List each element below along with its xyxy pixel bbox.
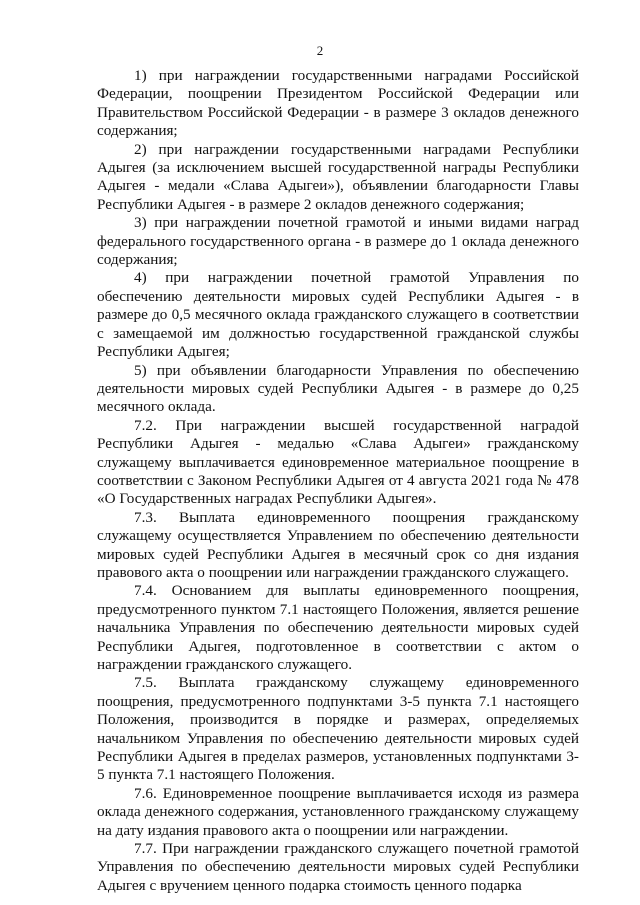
document-body (97, 67, 579, 895)
paragraph-7-4: 7.4. Основанием для выплаты единовременного поощрения, предусмотренного пунктом 7.1 настоящего Положения, является решение начальника Управления по обеспечению деятельности мировых судей Республики Адыгея, подготовленное в соответствии с актом о награждении гражданского служащего. (97, 582, 579, 673)
paragraph-item-3: 3) при награждении почетной грамотой и иными видами наград федерального государственного органа - в размере до 1 оклада денежного содержания; (97, 214, 579, 269)
paragraph-7-7: 7.7. При награждении гражданского служащего почетной грамотой Управления по обеспечению деятельности мировых судей Республики Адыгея с вручением ценного подарка стоимость ценного подарка (97, 840, 579, 894)
paragraph-item-5: 5) при объявлении благодарности Управления по обеспечению деятельности мировых судей Республики Адыгея - в размере до 0,25 месячного оклада. (97, 361, 579, 416)
paragraph-item-1: 1) при награждении государственными наградами Российской Федерации, поощрении Президентом Российской Федерации или Правительством Российской Федерации - в размере 3 окладов денежного содержания; (97, 67, 579, 140)
paragraph-7-5: 7.5. Выплата гражданскому служащему единовременного поощрения, предусмотренного подпунктами 3-5 пункта 7.1 настоящего Положения, производится в порядке и размерах, определяемых начальником Управления по обеспечению деятельности мировых судей Республики Адыгея в пределах размеров, установленных подпунктами 3-5 пункта 7.1 настоящего Положения. (97, 674, 579, 784)
paragraph-item-2: 2) при награждении государственными наградами Республики Адыгея (за исключением высшей государственной награды Республики Адыгея - медали «Слава Адыгеи»), объявлении благодарности Главы Республики Адыгея - в размере 2 окладов денежного содержания; (97, 140, 579, 213)
paragraph-7-6: 7.6. Единовременное поощрение выплачивается исходя из размера оклада денежного содержания, установленного гражданскому служащему на дату издания правового акта о поощрении или награждении. (97, 784, 579, 839)
paragraph-item-4: 4) при награждении почетной грамотой Управления по обеспечению деятельности мировых судей Республики Адыгея - в размере до 0,5 месячного оклада гражданского служащего в соответствии с замещаемой им должностью государственной гражданской службы Республики Адыгея; (97, 269, 579, 361)
paragraph-7-2: 7.2. При награждении высшей государственной наградой Республики Адыгея - медалью «Слава Адыгеи» гражданскому служащему выплачивается единовременное материальное поощрение в соответствии с Законом Республики Адыгея от 4 августа 2021 года № 478 «О Государственных наградах Республики Адыгея». (97, 416, 579, 508)
page-number: 2 (316, 43, 324, 58)
paragraph-7-3: 7.3. Выплата единовременного поощрения гражданскому служащему осуществляется Управлением по обеспечению деятельности мировых судей Республики Адыгея в месячный срок со дня издания правового акта о поощрении или награждении гражданского служащего. (97, 508, 579, 581)
